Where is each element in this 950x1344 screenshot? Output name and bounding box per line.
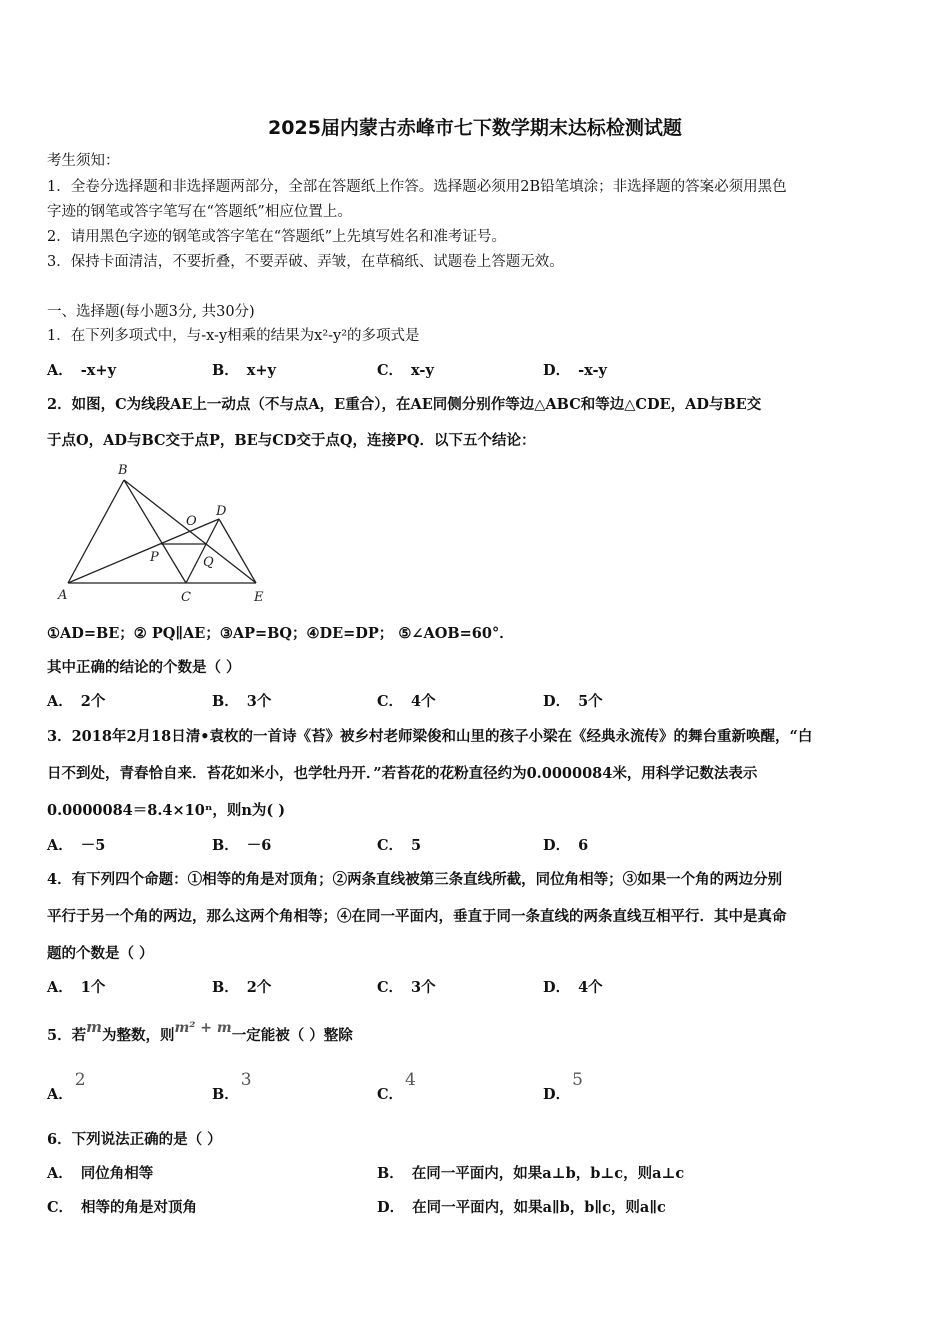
notice-item-3: 3．保持卡面清洁，不要折叠，不要弄破、弄皱，在草稿纸、试题卷上答题无效。 [47, 254, 564, 270]
question-4-stem-line-2: 平行于另一个角的两边，那么这两个角相等；④在同一平面内，垂直于同一条直线的两条直线互相平行．其中是真命 [47, 908, 787, 925]
question-3-stem-line-2: 日不到处，青春恰自来．苔花如米小，也学牡丹开．”若苔花的花粉直径约为0.0000084米，用科学记数法表示 [47, 765, 758, 782]
question-2-figure [52, 460, 282, 608]
question-1-option-d[interactable]: D． -x-y [543, 362, 607, 379]
question-1-option-b[interactable]: B． x+y [212, 362, 276, 379]
math-expression: m² + m [174, 1020, 232, 1036]
question-4-option-b[interactable]: B． 2个 [212, 979, 272, 996]
question-1-stem: 1．在下列多项式中，与-x-y相乘的结果为x²-y²的多项式是 [47, 328, 420, 344]
notice-header: 考生须知： [47, 153, 120, 169]
question-4-option-d[interactable]: D． 4个 [543, 979, 603, 996]
figure-label-d: D [216, 504, 227, 519]
question-6-option-d[interactable]: D． 在同一平面内，如果a∥b，b∥c，则a∥c [377, 1199, 666, 1216]
figure-label-b: B [118, 463, 128, 478]
figure-label-o: O [186, 514, 197, 529]
question-4-stem-line-1: 4．有下列四个命题：①相等的角是对顶角；②两条直线被第三条直线所截，同位角相等；③如果一个角的两边分别 [47, 871, 783, 888]
question-6-option-b[interactable]: B． 在同一平面内，如果a⊥b，b⊥c，则a⊥c [377, 1165, 685, 1182]
question-2-option-c[interactable]: C． 4个 [377, 693, 436, 710]
question-4-stem-line-3: 题的个数是（ ） [47, 945, 154, 962]
notice-item-1-cont: 字迹的钢笔或答字笔写在“答题纸”相应位置上。 [47, 204, 352, 220]
question-2-conclusions: ①AD=BE；② PQ∥AE；③AP=BQ；④DE=DP； ⑤∠AOB=60°． [47, 625, 514, 642]
question-6-option-a[interactable]: A． 同位角相等 [47, 1165, 154, 1182]
question-3-stem-line-3: 0.0000084＝8.4×10ⁿ，则n为( ) [47, 802, 286, 819]
question-3-stem-line-1: 3．2018年2月18日清•袁枚的一首诗《苔》被乡村老师梁俊和山里的孩子小梁在《经典永流传》的舞台重新唤醒，“白 [47, 728, 813, 745]
page-title: 2025届内蒙古赤峰市七下数学期末达标检测试题 [268, 117, 682, 139]
figure-label-a: A [58, 588, 68, 603]
question-5-option-b[interactable]: B．3 [212, 1070, 252, 1103]
question-5-option-c[interactable]: C．4 [377, 1070, 416, 1103]
question-2-stem-line-2: 于点O，AD与BC交于点P，BE与CD交于点Q，连接PQ．以下五个结论： [47, 432, 536, 449]
question-4-option-a[interactable]: A． 1个 [47, 979, 106, 996]
question-2-option-b[interactable]: B． 3个 [212, 693, 272, 710]
question-1-option-c[interactable]: C． x-y [377, 362, 434, 379]
question-2-option-a[interactable]: A． 2个 [47, 693, 106, 710]
question-5-option-d[interactable]: D．5 [543, 1070, 583, 1103]
question-3-option-c[interactable]: C． 5 [377, 837, 422, 854]
notice-item-1: 1．全卷分选择题和非选择题两部分，全部在答题纸上作答。选择题必须用2B铅笔填涂；非选择题的答案必须用黑色 [47, 179, 787, 195]
question-6-option-c[interactable]: C． 相等的角是对顶角 [47, 1199, 198, 1216]
question-3-option-b[interactable]: B． －6 [212, 837, 272, 854]
question-6-stem: 6．下列说法正确的是（ ） [47, 1131, 222, 1148]
question-1-option-a[interactable]: A． -x+y [47, 362, 117, 379]
math-variable-m: m [86, 1018, 102, 1036]
question-2-stem-line-1: 2．如图，C为线段AE上一动点（不与点A，E重合），在AE同侧分别作等边△ABC和等边△CDE，AD与BE交 [47, 396, 762, 413]
notice-item-2: 2．请用黑色字迹的钢笔或答字笔在“答题纸”上先填写姓名和准考证号。 [47, 229, 507, 245]
figure-label-q: Q [203, 555, 214, 570]
question-3-option-d[interactable]: D． 6 [543, 837, 589, 854]
question-5-stem: 5．若m为整数，则m² + m一定能被（ ）整除 [47, 1018, 353, 1044]
question-2-option-d[interactable]: D． 5个 [543, 693, 603, 710]
figure-label-c: C [181, 590, 191, 605]
section-header: 一、选择题(每小题3分, 共30分) [47, 304, 255, 320]
figure-label-p: P [150, 550, 159, 565]
question-4-option-c[interactable]: C． 3个 [377, 979, 436, 996]
question-3-option-a[interactable]: A． －5 [47, 837, 106, 854]
question-2-ask: 其中正确的结论的个数是（ ） [47, 659, 241, 676]
question-5-option-a[interactable]: A．2 [47, 1070, 86, 1103]
figure-label-e: E [254, 590, 264, 605]
